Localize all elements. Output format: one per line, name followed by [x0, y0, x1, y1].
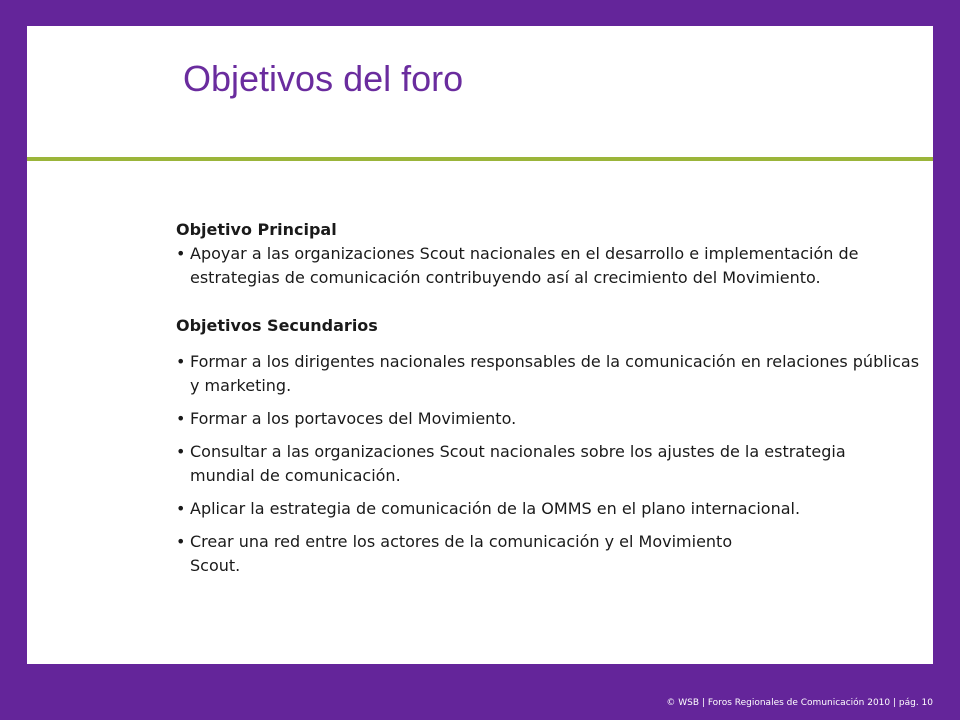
bullet-dot-icon: • [176, 532, 186, 551]
secundarios-heading: Objetivos Secundarios [176, 316, 378, 335]
footer-text: © WSB | Foros Regionales de Comunicación 2010 | pág. 10 [666, 698, 933, 708]
bullet-dot-icon: • [176, 352, 186, 371]
title-divider [27, 157, 933, 161]
principal-bullet [176, 242, 921, 290]
bullet-dot-icon: • [176, 409, 186, 428]
list-item [176, 497, 921, 521]
list-item [176, 440, 921, 488]
list-item-text: Formar a los portavoces del Movimiento. [190, 409, 517, 428]
list-item [176, 350, 921, 398]
bullet-dot-icon: • [176, 499, 186, 518]
list-item [176, 407, 921, 431]
principal-heading: Objetivo Principal [176, 220, 337, 239]
principal-section [176, 218, 921, 290]
slide-content [176, 218, 921, 587]
list-item-text: Consultar a las organizaciones Scout nacionales sobre los ajustes de la estrategia mundial de comunicación. [190, 442, 846, 485]
principal-text: Apoyar a las organizaciones Scout nacionales en el desarrollo e implementación de estrategias de comunicación contribuyendo así al crecimiento del Movimiento. [190, 244, 859, 287]
list-item-text: Formar a los dirigentes nacionales responsables de la comunicación en relaciones públicas y marketing. [190, 352, 920, 395]
bullet-dot-icon: • [176, 442, 186, 461]
secundarios-section [176, 314, 921, 578]
list-item-text: Aplicar la estrategia de comunicación de la OMMS en el plano internacional. [190, 499, 801, 518]
bullet-dot-icon: • [176, 244, 186, 263]
slide-canvas [27, 26, 933, 664]
slide-title: Objetivos del foro [183, 58, 464, 99]
list-item [176, 530, 921, 578]
list-item-text: Crear una red entre los actores de la comunicación y el Movimiento Scout. [190, 532, 733, 575]
